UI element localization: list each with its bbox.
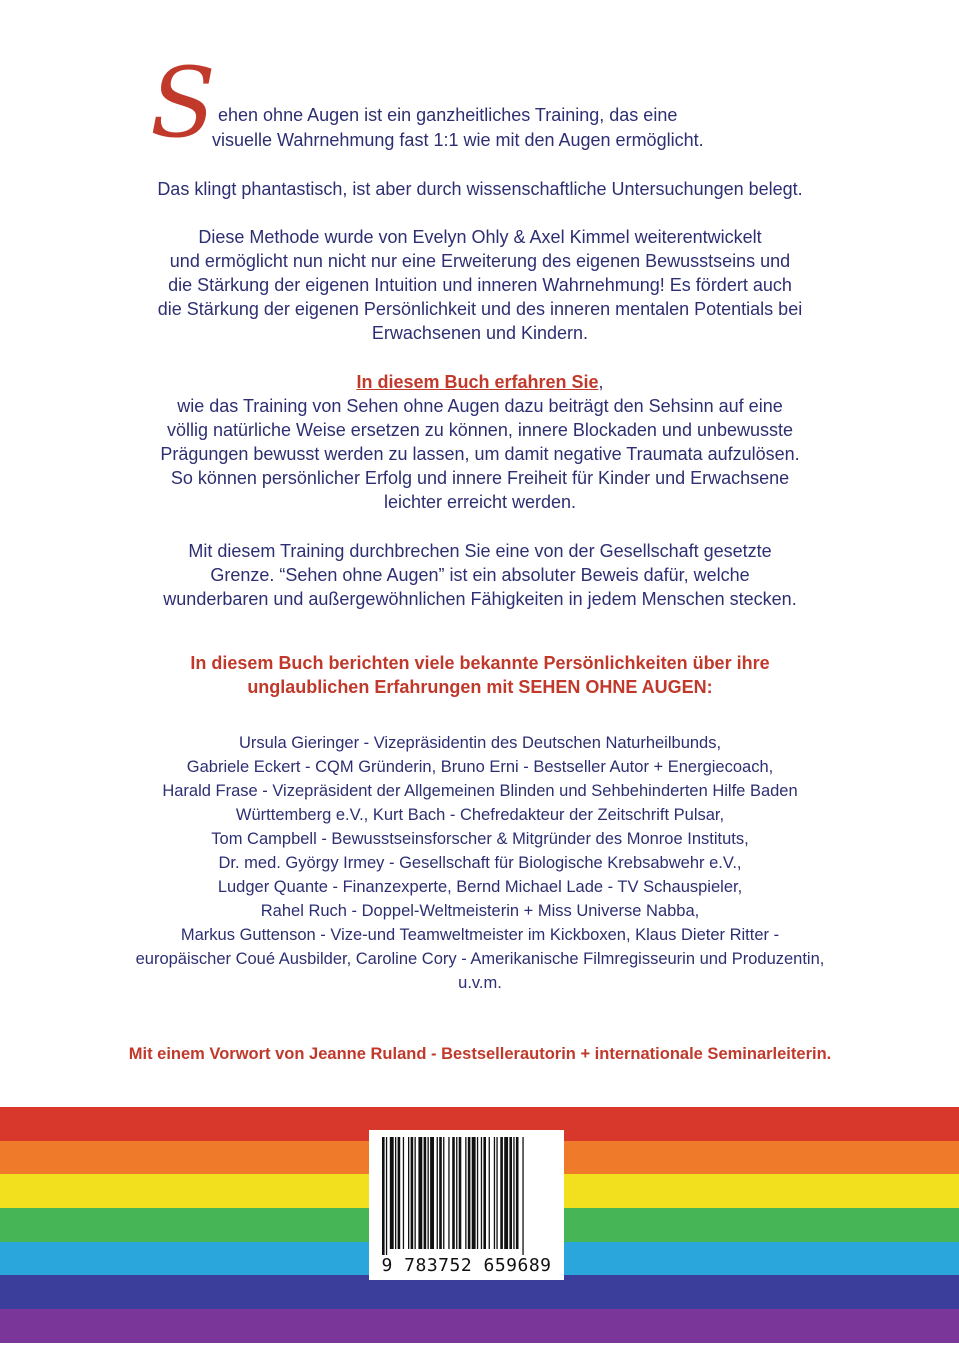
paragraph-evidence xyxy=(80,177,880,201)
barcode-bar xyxy=(428,1137,429,1249)
barcode-bar xyxy=(456,1137,457,1249)
rainbow-stripe xyxy=(0,1309,959,1343)
text-line: die Stärkung der eigenen Intuition und inneren Wahrnehmung! Es fördert auch xyxy=(168,275,792,295)
barcode-bar xyxy=(481,1137,482,1249)
intro-paragraph xyxy=(150,47,790,159)
list-item: Ludger Quante - Finanzexperte, Bernd Michael Lade - TV Schauspieler, xyxy=(217,878,743,896)
text-line: Diese Methode wurde von Evelyn Ohly & Axel Kimmel weiterentwickelt xyxy=(198,227,762,247)
barcode-bar xyxy=(398,1137,401,1249)
text-line: unglaublichen Erfahrungen mit SEHEN OHNE AUGEN: xyxy=(247,677,713,697)
barcode-bar xyxy=(522,1137,523,1255)
list-item: Dr. med. György Irmey - Gesellschaft für Biologische Krebsabwehr e.V., xyxy=(218,854,742,872)
barcode-bars xyxy=(374,1137,559,1255)
list-item: Rahel Ruch - Doppel-Weltmeisterin + Miss Universe Nabba, xyxy=(260,902,700,920)
barcode-bar xyxy=(395,1137,396,1249)
barcode xyxy=(370,1131,563,1279)
list-item: Tom Campbell - Bewusstseinsforscher & Mitgründer des Monroe Instituts, xyxy=(211,830,749,848)
paragraph-method xyxy=(80,225,880,345)
list-item: europäischer Coué Ausbilder, Caroline Cory - Amerikanische Filmregisseurin und Produzentin, xyxy=(135,950,825,968)
text-line: In diesem Buch berichten viele bekannte Persönlichkeiten über ihre xyxy=(190,653,770,673)
barcode-bar xyxy=(513,1137,514,1249)
list-item: Ursula Gieringer - Vizepräsidentin des Deutschen Naturheilbunds, xyxy=(238,734,722,752)
list-item: u.v.m. xyxy=(458,974,502,992)
barcode-bar xyxy=(452,1137,455,1249)
paragraph-learn xyxy=(80,370,880,514)
barcode-bar xyxy=(468,1137,471,1249)
barcode-bar xyxy=(386,1137,387,1255)
text-line: Mit einem Vorwort von Jeanne Ruland - Bestsellerautorin + internationale Seminarleiterin. xyxy=(128,1045,832,1063)
barcode-bar xyxy=(504,1137,508,1249)
barcode-bar xyxy=(390,1137,394,1249)
text-line: Grenze. “Sehen ohne Augen” ist ein absoluter Beweis dafür, welche xyxy=(210,565,750,585)
barcode-bar xyxy=(439,1137,442,1249)
personalities-list xyxy=(80,731,880,995)
barcode-bar xyxy=(489,1137,490,1249)
list-item: Harald Frase - Vizepräsident der Allgemeinen Blinden und Sehbehinderten Hilfe Baden xyxy=(162,782,798,800)
learn-heading-line xyxy=(80,370,880,394)
drop-cap: S xyxy=(150,47,216,159)
learn-heading-suffix: , xyxy=(598,372,604,392)
barcode-bar xyxy=(411,1137,414,1249)
barcode-bar xyxy=(448,1137,449,1249)
foreword-note xyxy=(80,1042,880,1066)
barcode-bar xyxy=(477,1137,478,1249)
learn-heading: In diesem Buch erfahren Sie xyxy=(356,372,599,392)
barcode-bar xyxy=(459,1137,462,1249)
text-line: So können persönlicher Erfolg und innere Freiheit für Kinder und Erwachsene xyxy=(170,468,790,488)
barcode-bar xyxy=(408,1137,409,1249)
text-line: und ermöglicht nun nicht nur eine Erweiterung des eigenen Bewusstseins und xyxy=(169,251,791,271)
text-line: Erwachsenen und Kindern. xyxy=(371,323,589,343)
barcode-bar xyxy=(403,1137,404,1249)
text-line: leichter erreicht werden. xyxy=(383,492,577,512)
text-line: Mit diesem Training durchbrechen Sie eine von der Gesellschaft gesetzte xyxy=(188,541,772,561)
barcode-bar xyxy=(437,1137,438,1249)
barcode-bar xyxy=(382,1137,385,1255)
barcode-bar xyxy=(496,1137,497,1249)
text-line: völlig natürliche Weise ersetzen zu können, innere Blockaden und unbewusste xyxy=(166,420,794,440)
list-item: Markus Guttenson - Vize-und Teamweltmeister im Kickboxen, Klaus Dieter Ritter - xyxy=(180,926,780,944)
paragraph-testimonials-heading xyxy=(80,651,880,699)
paragraph-boundary xyxy=(80,539,880,611)
list-item: Gabriele Eckert - CQM Gründerin, Bruno Erni - Bestseller Autor + Energiecoach, xyxy=(186,758,774,776)
barcode-bar xyxy=(465,1137,466,1249)
text-line: Prägungen bewusst werden zu lassen, um damit negative Traumata aufzulösen. xyxy=(160,444,800,464)
barcode-bar xyxy=(424,1137,427,1249)
text-line: wunderbaren und außergewöhnlichen Fähigkeiten in jedem Menschen stecken. xyxy=(163,589,797,609)
barcode-bar xyxy=(415,1137,416,1249)
barcode-bar xyxy=(418,1137,422,1249)
barcode-bar xyxy=(494,1137,495,1249)
text-line: die Stärkung der eigenen Persönlichkeit und des inneren mentalen Potentials bei xyxy=(157,299,803,319)
barcode-bar xyxy=(443,1137,444,1249)
text-line: Das klingt phantastisch, ist aber durch wissenschaftliche Untersuchungen belegt. xyxy=(157,179,803,199)
intro-line-1: ehen ohne Augen ist ein ganzheitliches Training, das eine xyxy=(218,105,678,125)
barcode-bar xyxy=(509,1137,512,1249)
isbn-number: 9 783752 659689 xyxy=(381,1255,552,1276)
barcode-bar xyxy=(516,1137,519,1249)
list-item: Württemberg e.V., Kurt Bach - Chefredakteur der Zeitschrift Pulsar, xyxy=(235,806,725,824)
rainbow-stripe xyxy=(0,1275,959,1309)
barcode-bar xyxy=(430,1137,434,1249)
barcode-bar xyxy=(472,1137,476,1249)
barcode-bar xyxy=(483,1137,486,1249)
text-line: wie das Training von Sehen ohne Augen dazu beiträgt den Sehsinn auf eine xyxy=(177,396,783,416)
barcode-bar xyxy=(500,1137,503,1249)
intro-line-2: visuelle Wahrnehmung fast 1:1 wie mit den Augen ermöglicht. xyxy=(212,130,704,150)
